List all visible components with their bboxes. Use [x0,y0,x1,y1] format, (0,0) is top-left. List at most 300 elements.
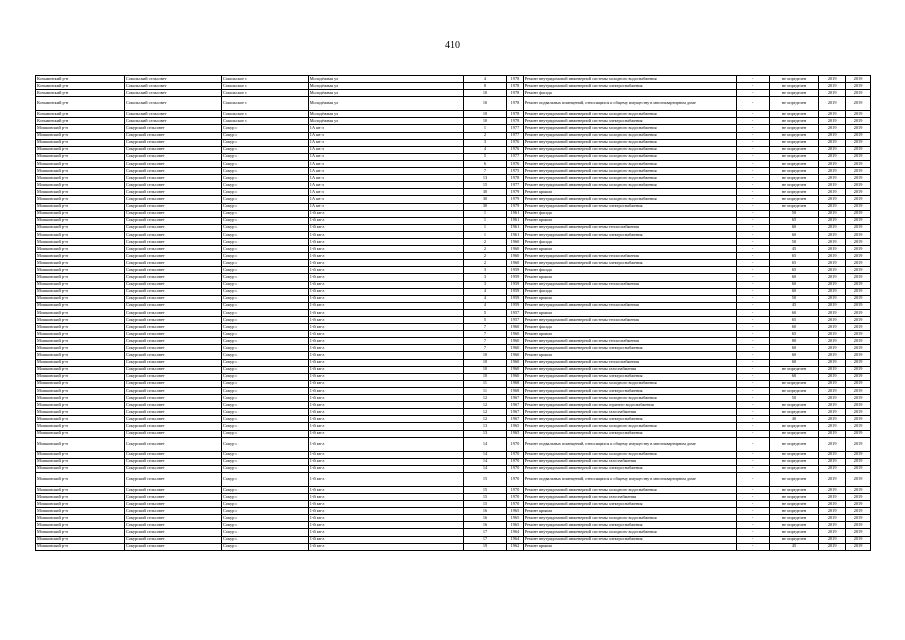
district-cell: Мошковский р-н [36,493,125,500]
house-number-cell: 17 [463,536,506,543]
table-row [36,515,871,522]
house-number-cell: 8 [463,83,506,90]
house-number-cell: 13 [463,175,506,182]
street-cell: 1А кв-л [308,160,463,167]
table-row [36,536,871,543]
year-built-cell: 1967 [507,409,524,416]
cost-cell-cell: - [736,338,769,345]
value-cell-cell: не определен [769,508,819,515]
street-cell: Молодёжная ул [308,111,463,118]
house-number-cell: 10 [463,90,506,97]
district-cell: Мошковский р-н [36,302,125,309]
year-start-cell: 2019 [819,359,846,366]
year-built-cell: 1968 [507,387,524,394]
year-start-cell: 2019 [819,331,846,338]
district-cell: Мошковский р-н [36,267,125,274]
district-cell: Мошковский р-н [36,543,125,550]
year-end-cell: 2019 [846,380,871,387]
year-end-cell: 2019 [846,76,871,83]
house-number-cell: 1 [463,210,506,217]
table-row [36,501,871,508]
cost-cell-cell: - [736,132,769,139]
district-cell: Мошковский р-н [36,274,125,281]
cost-cell-cell: - [736,153,769,160]
street-cell: 1-й кв-л [308,508,463,515]
work-type-cell: Ремонт внутридомовой инженерной системы холодного водоснабжения [523,111,736,118]
cost-cell-cell: - [736,274,769,281]
house-number-cell: 2 [463,132,506,139]
cost-cell-cell: - [736,253,769,260]
year-start-cell: 2019 [819,139,846,146]
year-start-cell: 2019 [819,366,846,373]
street-cell: Молодёжная ул [308,90,463,97]
year-start-cell: 2019 [819,97,846,111]
district-cell: Мошковский р-н [36,168,125,175]
value-cell-cell: 60 [769,309,819,316]
settlement-cell: Сокур с [222,423,309,430]
settlement-cell: Сокур с [222,238,309,245]
year-end-cell: 2019 [846,288,871,295]
year-built-cell: 1961 [507,210,524,217]
table-row [36,224,871,231]
house-number-cell: 5 [463,317,506,324]
house-number-cell: 2 [463,246,506,253]
table-row [36,90,871,97]
value-cell-cell: 60 [769,281,819,288]
house-number-cell: 2 [463,253,506,260]
year-start-cell: 2019 [819,522,846,529]
year-end-cell: 2019 [846,366,871,373]
year-end-cell: 2019 [846,125,871,132]
value-cell-cell: не определен [769,76,819,83]
work-type-cell: Ремонт внутридомовой инженерной системы газоснабжения [523,366,736,373]
settlement-cell: Сокур с [222,451,309,458]
settlement-cell: Сокур с [222,395,309,402]
cost-cell-cell: - [736,359,769,366]
year-end-cell: 2019 [846,168,871,175]
year-start-cell: 2019 [819,302,846,309]
page-number: 410 [445,40,460,51]
year-start-cell: 2019 [819,224,846,231]
table-row [36,472,871,486]
work-type-cell: Ремонт крыши [523,543,736,550]
value-cell-cell: 60 [769,231,819,238]
house-number-cell: 3 [463,267,506,274]
house-number-cell: 14 [463,437,506,451]
house-number-cell: 4 [463,76,506,83]
cost-cell-cell: - [736,125,769,132]
district-cell: Козьминский р-н [36,111,125,118]
district-cell: Мошковский р-н [36,437,125,451]
cost-cell-cell: - [736,437,769,451]
house-number-cell: 7 [463,345,506,352]
year-built-cell: 1977 [507,125,524,132]
year-start-cell: 2019 [819,458,846,465]
cost-cell-cell: - [736,317,769,324]
value-cell-cell: не определен [769,451,819,458]
municipality-cell: Сокурский сельсовет [124,175,221,182]
district-cell: Мошковский р-н [36,529,125,536]
cost-cell-cell: - [736,288,769,295]
work-type-cell: Ремонт внутридомовой инженерной системы теплоснабжения [523,359,736,366]
street-cell: 1-й кв-л [308,324,463,331]
year-end-cell: 2019 [846,246,871,253]
street-cell: 1-й кв-л [308,224,463,231]
work-type-cell: Ремонт внутридомовой инженерной системы теплоснабжения [523,317,736,324]
settlement-cell: Сокур с [222,409,309,416]
municipality-cell: Сокурский сельсовет [124,260,221,267]
year-end-cell: 2019 [846,97,871,111]
cost-cell-cell: - [736,451,769,458]
table-row [36,416,871,423]
value-cell-cell: не определен [769,111,819,118]
settlement-cell: Сокур с [222,486,309,493]
year-end-cell: 2019 [846,331,871,338]
year-built-cell: 1977 [507,132,524,139]
house-number-cell: 3 [463,274,506,281]
year-built-cell: 1960 [507,253,524,260]
value-cell-cell: не определен [769,125,819,132]
street-cell: 1-й кв-л [308,402,463,409]
settlement-cell: Сокур с [222,224,309,231]
work-type-cell: Ремонт подвальных помещений, относящихся к общему имуществу в многоквартирном доме [523,437,736,451]
house-number-cell: 3 [463,139,506,146]
district-cell: Мошковский р-н [36,238,125,245]
house-number-cell: 1 [463,125,506,132]
year-built-cell: 1979 [507,189,524,196]
year-built-cell: 1978 [507,97,524,111]
municipality-cell: Сокурский сельсовет [124,493,221,500]
house-number-cell: 16 [463,515,506,522]
district-cell: Мошковский р-н [36,465,125,472]
work-type-cell: Ремонт внутридомовой инженерной системы холодного водоснабжения [523,515,736,522]
year-start-cell: 2019 [819,132,846,139]
year-end-cell: 2019 [846,416,871,423]
street-cell: Молодёжная ул [308,76,463,83]
year-start-cell: 2019 [819,281,846,288]
year-end-cell: 2019 [846,465,871,472]
table-row [36,175,871,182]
year-start-cell: 2019 [819,295,846,302]
year-end-cell: 2019 [846,529,871,536]
year-end-cell: 2019 [846,345,871,352]
street-cell: 1А кв-л [308,146,463,153]
year-built-cell: 1967 [507,402,524,409]
district-cell: Мошковский р-н [36,508,125,515]
municipality-cell: Сокурский сельсовет [124,395,221,402]
work-type-cell: Ремонт крыши [523,246,736,253]
year-built-cell: 1978 [507,83,524,90]
district-cell: Мошковский р-н [36,125,125,132]
street-cell: 1-й кв-л [308,486,463,493]
year-built-cell: 1960 [507,345,524,352]
value-cell-cell: не определен [769,409,819,416]
table-row [36,238,871,245]
year-built-cell: 1960 [507,366,524,373]
cost-cell-cell: - [736,281,769,288]
year-built-cell: 1960 [507,359,524,366]
year-end-cell: 2019 [846,493,871,500]
municipality-cell: Сокурский сельсовет [124,536,221,543]
street-cell: 1-й кв-л [308,231,463,238]
municipality-cell: Сокурский сельсовет [124,359,221,366]
house-number-cell: 15 [463,472,506,486]
settlement-cell: Сокур с [222,302,309,309]
street-cell: 1-й кв-л [308,274,463,281]
cost-cell-cell: - [736,238,769,245]
district-cell: Мошковский р-н [36,160,125,167]
year-built-cell: 1968 [507,380,524,387]
street-cell: 1-й кв-л [308,536,463,543]
municipality-cell: Сокурский сельсовет [124,160,221,167]
settlement-cell: Сокур с [222,373,309,380]
settlement-cell: Сокур с [222,416,309,423]
cost-cell-cell: - [736,373,769,380]
year-built-cell: 1957 [507,317,524,324]
municipality-cell: Сокурский сельсовет [124,529,221,536]
year-end-cell: 2019 [846,543,871,550]
table-row [36,366,871,373]
municipality-cell: Сокурский сельсовет [124,317,221,324]
value-cell-cell: не определен [769,203,819,210]
municipality-cell: Сокурский сельсовет [124,125,221,132]
value-cell-cell: не определен [769,472,819,486]
year-start-cell: 2019 [819,416,846,423]
district-cell: Мошковский р-н [36,416,125,423]
year-start-cell: 2019 [819,338,846,345]
value-cell-cell: не определен [769,486,819,493]
work-type-cell: Ремонт внутридомовой инженерной системы холодного водоснабжения [523,196,736,203]
year-built-cell: 1965 [507,430,524,437]
year-start-cell: 2019 [819,317,846,324]
year-built-cell: 1978 [507,118,524,125]
value-cell-cell: 65 [769,253,819,260]
value-cell-cell: не определен [769,83,819,90]
table-row [36,231,871,238]
house-number-cell: 13 [463,430,506,437]
year-built-cell: 1970 [507,472,524,486]
year-built-cell: 1979 [507,203,524,210]
work-type-cell: Ремонт внутридомовой инженерной системы электроснабжения [523,373,736,380]
value-cell-cell: 80 [769,338,819,345]
year-built-cell: 1965 [507,522,524,529]
cost-cell-cell: - [736,380,769,387]
year-start-cell: 2019 [819,238,846,245]
year-start-cell: 2019 [819,373,846,380]
work-type-cell: Ремонт внутридомовой инженерной системы холодного водоснабжения [523,486,736,493]
work-type-cell: Ремонт фасада [523,210,736,217]
table-row [36,493,871,500]
work-type-cell: Ремонт внутридомовой инженерной системы электроснабжения [523,231,736,238]
street-cell: 1-й кв-л [308,331,463,338]
cost-cell-cell: - [736,472,769,486]
settlement-cell: Сокур с [222,281,309,288]
house-number-cell: 5 [463,309,506,316]
work-type-cell: Ремонт внутридомовой инженерной системы холодного водоснабжения [523,76,736,83]
district-cell: Мошковский р-н [36,203,125,210]
value-cell-cell: не определен [769,160,819,167]
street-cell: 1-й кв-л [308,302,463,309]
value-cell-cell: не определен [769,402,819,409]
work-type-cell: Ремонт фасада [523,90,736,97]
table-row [36,168,871,175]
work-type-cell: Ремонт внутридомовой инженерной системы газоснабжения [523,409,736,416]
municipality-cell: Сокурский сельсовет [124,366,221,373]
municipality-cell: Сокольский сельсовет [124,118,221,125]
municipality-cell: Сокольский сельсовет [124,97,221,111]
settlement-cell: Сокур с [222,246,309,253]
house-number-cell: 10 [463,366,506,373]
table-row [36,423,871,430]
table-row [36,83,871,90]
house-number-cell: 14 [463,451,506,458]
year-start-cell: 2019 [819,76,846,83]
year-start-cell: 2019 [819,253,846,260]
work-type-cell: Ремонт внутридомовой инженерной системы газоснабжения [523,458,736,465]
street-cell: 1-й кв-л [308,267,463,274]
municipality-cell: Сокурский сельсовет [124,373,221,380]
settlement-cell: Сокольское с [222,111,309,118]
house-number-cell: 10 [463,359,506,366]
work-type-cell: Ремонт крыши [523,331,736,338]
work-type-cell: Ремонт фасада [523,288,736,295]
district-cell: Мошковский р-н [36,331,125,338]
house-number-cell: 14 [463,465,506,472]
district-cell: Мошковский р-н [36,430,125,437]
table-row [36,146,871,153]
settlement-cell: Сокур с [222,402,309,409]
year-built-cell: 1976 [507,160,524,167]
work-type-cell: Ремонт внутридомовой инженерной системы холодного водоснабжения [523,168,736,175]
value-cell-cell: 60 [769,224,819,231]
municipality-cell: Сокурский сельсовет [124,437,221,451]
year-end-cell: 2019 [846,260,871,267]
table-row [36,253,871,260]
table-row [36,380,871,387]
cost-cell-cell: - [736,246,769,253]
year-end-cell: 2019 [846,83,871,90]
municipality-cell: Сокурский сельсовет [124,295,221,302]
cost-cell-cell: - [736,508,769,515]
cost-cell-cell: - [736,515,769,522]
year-end-cell: 2019 [846,224,871,231]
year-start-cell: 2019 [819,118,846,125]
work-type-cell: Ремонт внутридомовой инженерной системы электроснабжения [523,536,736,543]
cost-cell-cell: - [736,160,769,167]
settlement-cell: Сокур с [222,437,309,451]
year-start-cell: 2019 [819,486,846,493]
work-type-cell: Ремонт внутридомовой инженерной системы теплоснабжения [523,253,736,260]
district-cell: Козьминский р-н [36,76,125,83]
year-start-cell: 2019 [819,387,846,394]
work-type-cell: Ремонт крыши [523,217,736,224]
municipality-cell: Сокурский сельсовет [124,203,221,210]
settlement-cell: Сокур с [222,501,309,508]
house-number-cell: 14 [463,458,506,465]
street-cell: 1А кв-л [308,153,463,160]
table-row [36,210,871,217]
municipality-cell: Сокурский сельсовет [124,196,221,203]
table-row [36,111,871,118]
street-cell: 1-й кв-л [308,543,463,550]
cost-cell-cell: - [736,402,769,409]
municipality-cell: Сокурский сельсовет [124,302,221,309]
table-row [36,260,871,267]
street-cell: 1-й кв-л [308,246,463,253]
settlement-cell: Сокольское с [222,97,309,111]
year-end-cell: 2019 [846,210,871,217]
value-cell-cell: 65 [769,267,819,274]
house-number-cell: 10 [463,373,506,380]
district-cell: Мошковский р-н [36,472,125,486]
settlement-cell: Сокур с [222,253,309,260]
district-cell: Мошковский р-н [36,501,125,508]
year-built-cell: 1960 [507,352,524,359]
settlement-cell: Сокур с [222,132,309,139]
table-row [36,189,871,196]
street-cell: 1-й кв-л [308,515,463,522]
work-type-cell: Ремонт внутридомовой инженерной системы электроснабжения [523,118,736,125]
year-end-cell: 2019 [846,118,871,125]
house-number-cell: 2 [463,238,506,245]
work-type-cell: Ремонт внутридомовой инженерной системы электроснабжения [523,501,736,508]
table-row [36,267,871,274]
street-cell: 1-й кв-л [308,345,463,352]
year-end-cell: 2019 [846,395,871,402]
work-type-cell: Ремонт внутридомовой инженерной системы теплоснабжения [523,302,736,309]
street-cell: 1-й кв-л [308,281,463,288]
year-start-cell: 2019 [819,217,846,224]
year-start-cell: 2019 [819,380,846,387]
municipality-cell: Сокольский сельсовет [124,83,221,90]
year-built-cell: 1975 [507,168,524,175]
municipality-cell: Сокурский сельсовет [124,309,221,316]
work-type-cell: Ремонт внутридомовой инженерной системы газоснабжения [523,493,736,500]
municipality-cell: Сокурский сельсовет [124,508,221,515]
year-end-cell: 2019 [846,90,871,97]
table-row [36,196,871,203]
cost-cell-cell: - [736,168,769,175]
year-built-cell: 1960 [507,260,524,267]
year-end-cell: 2019 [846,423,871,430]
district-cell: Мошковский р-н [36,366,125,373]
cost-cell-cell: - [736,203,769,210]
district-cell: Мошковский р-н [36,217,125,224]
municipality-cell: Сокурский сельсовет [124,217,221,224]
district-cell: Мошковский р-н [36,132,125,139]
municipality-cell: Сокурский сельсовет [124,380,221,387]
year-built-cell: 1964 [507,536,524,543]
municipality-cell: Сокурский сельсовет [124,231,221,238]
cost-cell-cell: - [736,416,769,423]
value-cell-cell: 40 [769,416,819,423]
year-built-cell: 1960 [507,246,524,253]
value-cell-cell: 60 [769,274,819,281]
year-start-cell: 2019 [819,493,846,500]
street-cell: 1-й кв-л [308,416,463,423]
settlement-cell: Сокур с [222,182,309,189]
district-cell: Мошковский р-н [36,324,125,331]
house-number-cell: 1 [463,224,506,231]
cost-cell-cell: - [736,423,769,430]
cost-cell-cell: - [736,90,769,97]
settlement-cell: Сокур с [222,153,309,160]
street-cell: 1-й кв-л [308,338,463,345]
house-number-cell: 4 [463,146,506,153]
house-number-cell: 7 [463,331,506,338]
table-row [36,153,871,160]
year-built-cell: 1959 [507,295,524,302]
